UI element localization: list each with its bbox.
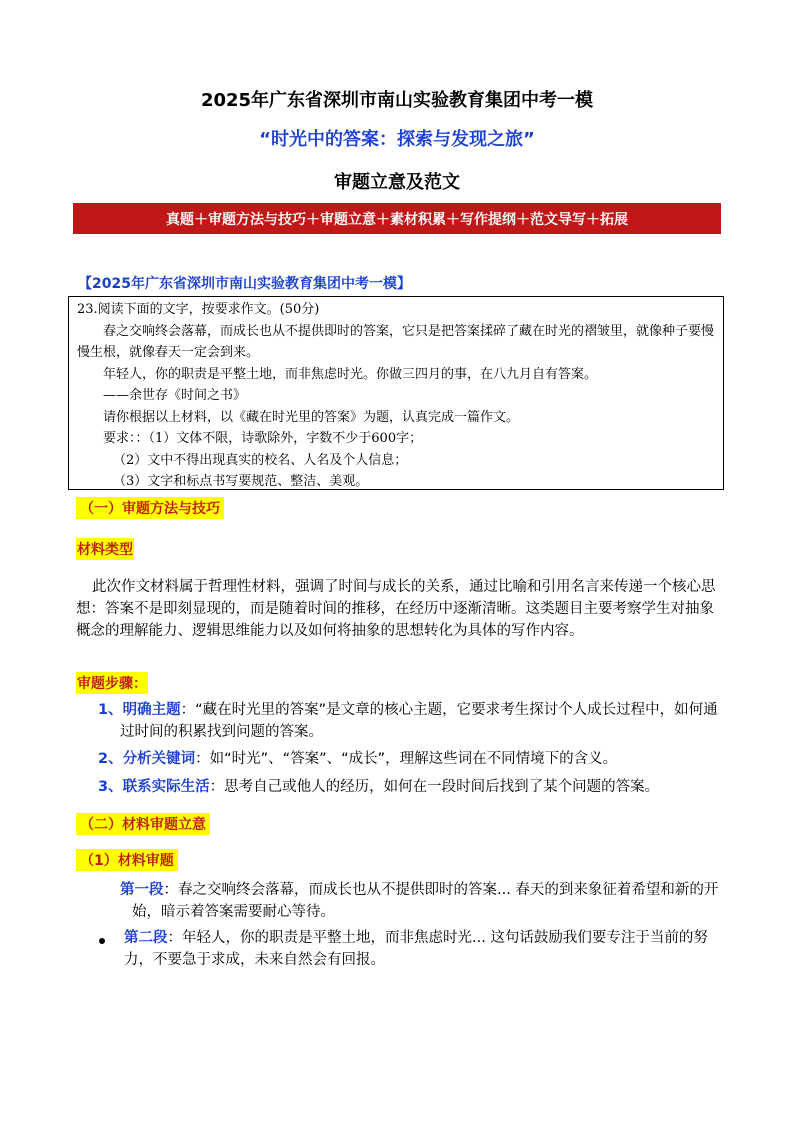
segment-1 xyxy=(120,879,720,923)
bullet-icon xyxy=(99,938,105,944)
material-type-label: 材料类型 xyxy=(76,538,134,560)
step-number: 3、联系实际生活 xyxy=(98,779,210,795)
segment-label: 第二段 xyxy=(124,930,168,946)
material-type-text: 此次作文材料属于哲理性材料，强调了时间与成长的关系，通过比喻和引用名言来传递一个核心思想：答案不是即刻显现的，而是随着时间的推移，在经历中逐渐清晰。这类题目主要考察学生对抽象概念的理解能力、逻辑思维能力以及如何将抽象的思想转化为具体的写作内容。 xyxy=(76,579,716,639)
segment-2 xyxy=(124,927,720,971)
question-requirement: 要求：：（1）文体不限，诗歌除外，字数不少于600字； xyxy=(103,431,423,446)
question-box xyxy=(68,296,724,490)
question-line: 23.阅读下面的文字，按要求作文。(50分) xyxy=(77,302,320,317)
section2-label: （二）材料审题立意 xyxy=(76,813,210,835)
steps-label: 审题步骤： xyxy=(76,672,148,694)
document-title: 2025年广东省深圳市南山实验教育集团中考一模 xyxy=(200,90,594,111)
question-line: 年轻人，你的职责是平整土地，而非焦虑时光。你做三四月的事，在八九月自有答案。 xyxy=(103,366,598,382)
step-text: 思考自己或他人的经历，如何在一段时间后找到了某个问题的答案。 xyxy=(224,779,660,795)
question-line: 请你根据以上材料，以《藏在时光里的答案》为题，认真完成一篇作文。 xyxy=(103,409,520,425)
segment-label: 第一段 xyxy=(120,882,164,898)
section1-label: （一）审题方法与技巧 xyxy=(76,497,224,519)
step-item: 2、分析关键词：如“时光”、“答案”、“成长”，理解这些词在不同情境下的含义。 xyxy=(98,751,618,767)
step-number: 1、明确主题 xyxy=(98,702,181,718)
question-requirement: （2）文中不得出现真实的校名、人名及个人信息； xyxy=(113,452,408,468)
source-title: 【2025年广东省深圳市南山实验教育集团中考一模】 xyxy=(78,276,411,292)
step-number: 2、分析关键词 xyxy=(98,751,196,767)
question-line: 春之交响终会落幕，而成长也从不提供即时的答案，它只是把答案揉碎了藏在时光的褶皱里，就像种子要慢慢生根，就像春天一定会到来。 xyxy=(77,323,715,360)
question-quote-author: ——余世存《时间之书》 xyxy=(103,388,247,403)
step-text: “藏在时光里的答案”是文章的核心主题，它要求考生探讨个人成长过程中，如何通过时间的积累找到问题的答案。 xyxy=(120,702,718,740)
step-item: 1、明确主题：“藏在时光里的答案”是文章的核心主题，它要求考生探讨个人成长过程中，如何通过时间的积累找到问题的答案。 xyxy=(98,702,718,740)
step-item: 3、联系实际生活：思考自己或他人的经历，如何在一段时间后找到了某个问题的答案。 xyxy=(98,779,660,795)
segment-text: ：春之交响终会落幕，而成长也从不提供即时的答案... 春天的到来象征着希望和新的开始，暗示着答案需要耐心等待。 xyxy=(132,882,719,920)
question-requirement: （3）文字和标点书写要规范、整洁、美观。 xyxy=(113,474,369,489)
document-subtitle: “时光中的答案：探索与发现之旅” xyxy=(259,129,535,150)
section-title: 审题立意及范文 xyxy=(334,172,460,193)
segment-text: ：年轻人，你的职责是平整土地，而非焦虑时光... 这句话鼓励我们要专注于当前的努力，不要急于求成，未来自然会有回报。 xyxy=(124,930,708,968)
material-review-label: （1）材料审题 xyxy=(76,849,178,871)
step-text: 如“时光”、“答案”、“成长”，理解这些词在不同情境下的含义。 xyxy=(209,751,618,767)
contents-banner: 真题＋审题方法与技巧＋审题立意＋素材积累＋写作提纲＋范文导写＋拓展 xyxy=(73,203,721,234)
